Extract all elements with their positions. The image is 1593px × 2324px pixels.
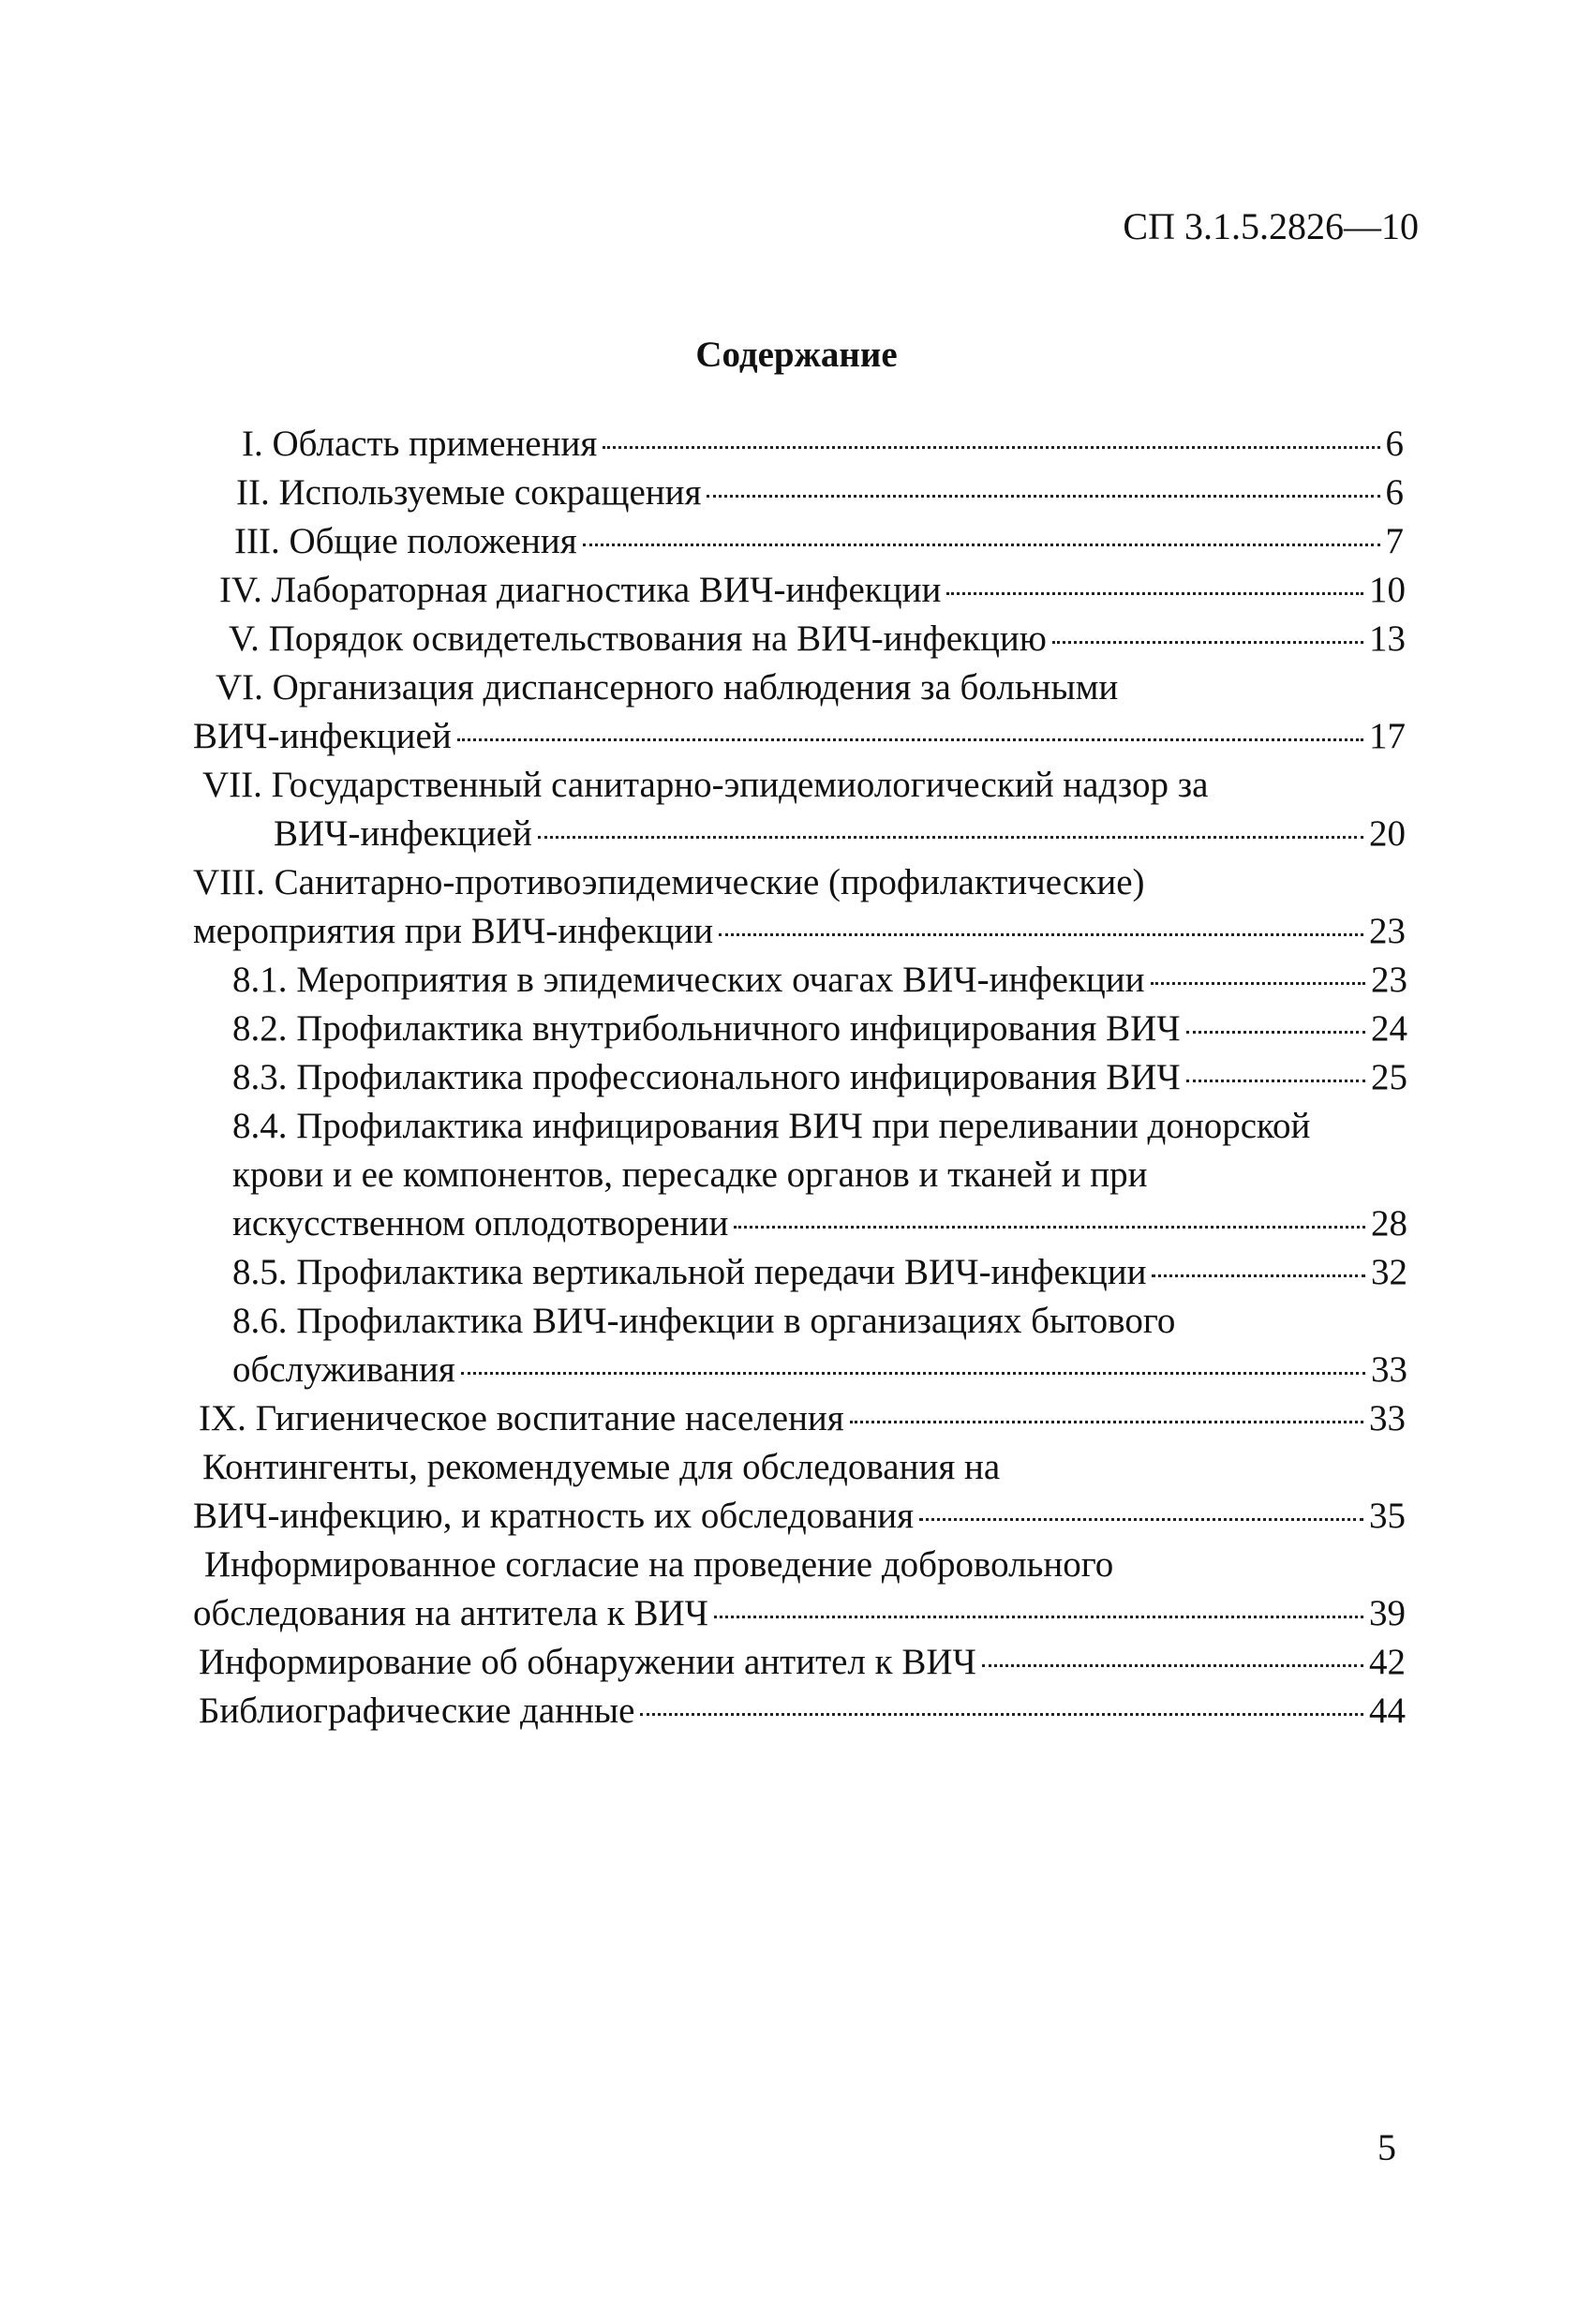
dot-leader [946,592,1363,595]
toc-page-number: 33 [1371,1349,1407,1390]
toc-entry-text: III. Общие положения [234,521,577,561]
toc-entry-text: 8.5. Профилактика вертикальной передачи ВИЧ-инфекции [232,1252,1147,1292]
dot-leader [603,446,1379,449]
toc-entry-text: ВИЧ-инфекцией [274,813,532,854]
toc-entry-8-6[interactable] [232,1297,1407,1394]
toc-page-number: 25 [1371,1057,1407,1097]
toc-entry-text: Информированное согласие на проведение добровольного [204,1544,1114,1585]
toc-entry-text: VI. Организация диспансерного наблюдения за больными [216,667,1119,708]
toc-entry-text: 8.3. Профилактика профессионального инфицирования ВИЧ [232,1057,1181,1097]
document-code: СП 3.1.5.2826—10 [1123,205,1419,247]
toc-entry-supervision[interactable] [202,761,1406,858]
toc-page-number: 6 [1385,424,1404,464]
toc-entry-text: обследования на антитела к ВИЧ [193,1593,709,1633]
dot-leader [1151,982,1366,985]
toc-page-number: 24 [1371,1008,1407,1049]
dot-leader [1052,641,1363,644]
toc-page-number: 10 [1369,570,1406,610]
toc-entry-notification[interactable] [199,1638,1406,1687]
toc-entry-8-4[interactable] [232,1102,1407,1248]
toc-entry-8-3[interactable] [232,1053,1407,1102]
toc-entry-text: IV. Лабораторная диагностика ВИЧ-инфекции [219,570,942,610]
dot-leader [707,495,1379,498]
toc-entry-hygiene-education[interactable] [199,1394,1406,1443]
toc-entry-text: IX. Гигиеническое воспитание населения [199,1398,844,1438]
dot-leader [457,738,1363,741]
toc-entry-8-5[interactable] [232,1248,1407,1297]
dot-leader [538,836,1363,839]
toc-page-number: 23 [1371,960,1407,1000]
toc-entry-text: Информирование об обнаружении антител к ВИЧ [199,1642,976,1682]
toc-entry-lab-diagnostics[interactable] [219,566,1406,615]
toc-entry-text: крови и ее компонентов, пересадке органов и тканей и при [232,1155,1148,1195]
toc-entry-text: ВИЧ-инфекцию, и кратность их обследования [193,1496,915,1536]
dot-leader [714,1616,1363,1618]
dot-leader [461,1372,1365,1375]
toc-entry-text: обслуживания [232,1349,455,1390]
toc-entry-text: 8.4. Профилактика инфицирования ВИЧ при переливании донорской [232,1106,1311,1146]
toc-entry-8-1[interactable] [232,956,1407,1005]
dot-leader [640,1713,1363,1716]
dot-leader [982,1664,1363,1667]
toc-entry-text: VII. Государственный санитарно-эпидемиологический надзор за [202,765,1209,805]
toc-page-number: 17 [1369,716,1406,756]
toc-entry-examination[interactable] [229,615,1406,663]
dot-leader [919,1518,1363,1521]
toc-page-number: 20 [1369,813,1406,854]
dot-leader [719,933,1363,936]
toc-page-number: 33 [1369,1398,1406,1438]
toc-title: Содержание [695,335,898,375]
dot-leader [1152,1274,1365,1277]
toc-page-number: 7 [1385,521,1404,561]
toc-entry-informed-consent[interactable] [193,1541,1406,1638]
dot-leader [1186,1031,1365,1034]
toc-entry-text: 8.6. Профилактика ВИЧ-инфекции в организациях бытового [232,1301,1176,1341]
toc-page-number: 6 [1385,472,1404,513]
toc-entry-text: мероприятия при ВИЧ-инфекции [193,911,714,951]
toc-entry-abbreviations[interactable] [236,469,1404,517]
toc-entry-bibliography[interactable] [199,1687,1406,1736]
toc-entry-contingents[interactable] [193,1443,1406,1541]
toc-entry-general[interactable] [234,517,1404,566]
dot-leader [734,1226,1365,1229]
toc-entry-text: Контингенты, рекомендуемые для обследования на [202,1447,1001,1487]
toc-page-number: 39 [1369,1593,1406,1633]
toc-entry-text: 8.2. Профилактика внутрибольничного инфицирования ВИЧ [232,1008,1181,1049]
dot-leader [1186,1080,1365,1082]
toc-page-number: 23 [1369,911,1406,951]
dot-leader [850,1421,1363,1423]
toc-entry-text: искусственном оплодотворении [232,1203,729,1244]
toc-page-number: 32 [1371,1252,1407,1292]
toc-entry-text: VIII. Санитарно-противоэпидемические (профилактические) [193,862,1145,902]
dot-leader [583,544,1380,546]
toc-entry-text: V. Порядок освидетельствования на ВИЧ-инфекцию [229,618,1047,659]
toc-page-number: 42 [1369,1642,1406,1682]
toc-page-number: 13 [1369,618,1406,659]
toc-entry-text: 8.1. Мероприятия в эпидемических очагах ВИЧ-инфекции [232,960,1145,1000]
toc-entry-scope[interactable] [242,420,1404,469]
toc-entry-prevention-measures[interactable] [193,858,1406,956]
toc-page-number: 44 [1369,1691,1406,1731]
toc-entry-8-2[interactable] [232,1005,1407,1053]
table-of-contents [0,420,1593,1736]
toc-entry-text: II. Используемые сокращения [236,472,702,513]
toc-page-number: 28 [1371,1203,1407,1244]
page-number: 5 [1377,2126,1396,2168]
toc-entry-dispensary[interactable] [193,663,1406,761]
toc-entry-text: ВИЧ-инфекцией [193,716,452,756]
toc-page-number: 35 [1369,1496,1406,1536]
toc-entry-text: I. Область применения [242,424,598,464]
toc-entry-text: Библиографические данные [199,1691,635,1731]
